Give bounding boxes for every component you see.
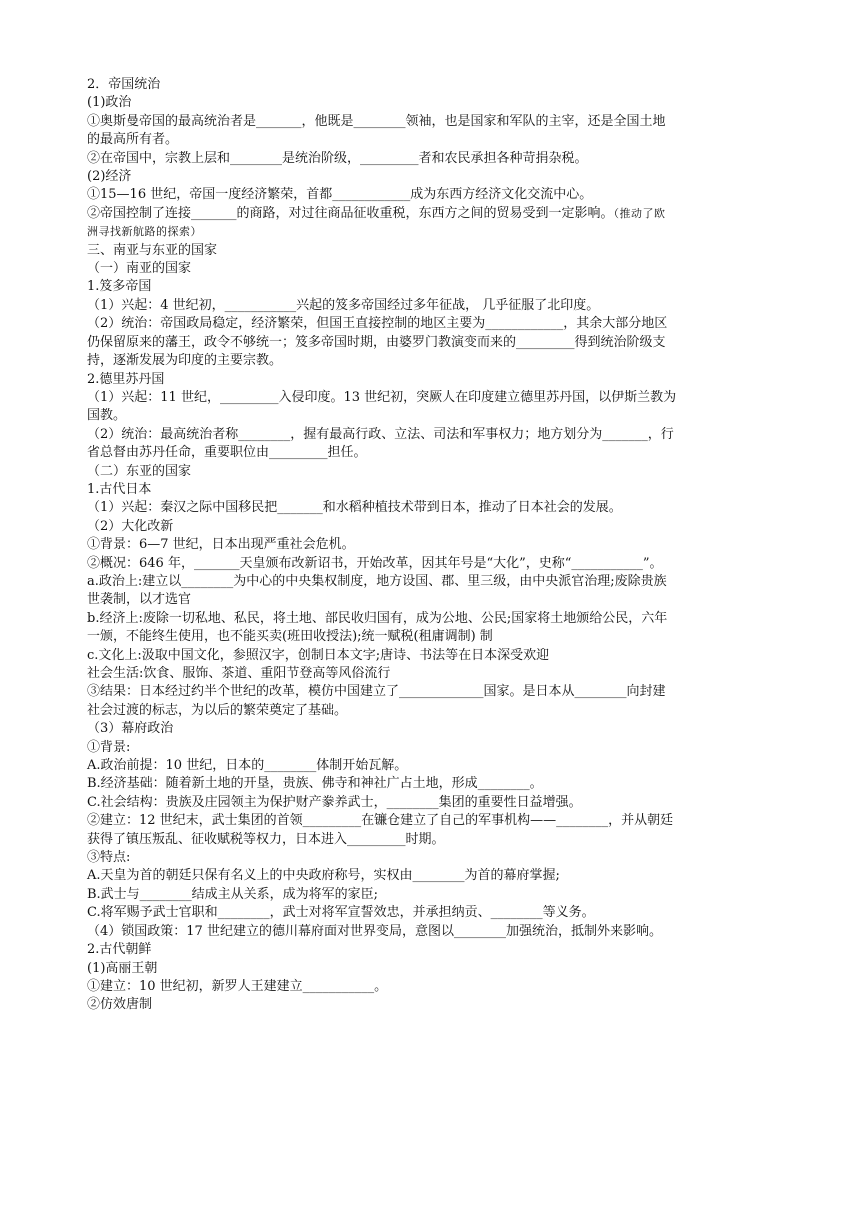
text-line: ①背景: [87,739,131,755]
text-line: （4）锁国政策：17 世纪建立的德川幕府面对世界变局，意图以________加强统治，抵制外来影响。 [87,923,662,939]
text-line: ①背景：6—7 世纪，日本出现严重社会危机。 [87,537,355,553]
text-line: c.文化上:汲取中国文化，参照汉字，创制日本文字;唐诗、书法等在日本深受欢迎 [87,647,550,663]
text-line: b.经济上:废除一切私地、私民，将土地、部民收归国有，成为公地、公民;国家将土地颁给公民，六年 [87,610,668,626]
text-line: C.社会结构：贵族及庄园领主为保护财产豢养武士，________集团的重要性日益增强。 [87,794,582,810]
text-line: ①奥斯曼帝国的最高统治者是_______，他既是________领袖，也是国家和军队的主宰，还是全国土地 [87,113,666,129]
text-line: 社会生活:饮食、服饰、茶道、重阳节登高等风俗流行 [87,666,391,681]
annotation-note: 洲寻找新航路的探索） [87,225,202,239]
text-line: 获得了镇压叛乱、征收赋税等权力，日本进入_________时期。 [87,831,445,847]
text-line: 世袭制，以才选官 [87,592,192,608]
document-body [87,76,777,1015]
text-line: ②仿效唐制 [87,997,153,1013]
topic-heading: 1.古代日本 [87,481,152,497]
text-line: 国教。 [87,408,127,424]
topic-heading: 1.笈多帝国 [87,279,152,295]
text-line: ③结果：日本经过约半个世纪的改革，模仿中国建立了_____________国家。是日本从________向封建 [87,684,666,700]
text-line: （2）统治：帝国政局稳定，经济繁荣，但国王直接控制的地区主要为____________，其余大部分地区 [87,316,668,332]
text-line: 省总督由苏丹任命，重要职位由_________担任。 [87,445,367,461]
text-line: （3）幕府政治 [87,721,174,737]
text-line: A.政治前提：10 世纪，日本的________体制开始瓦解。 [87,758,408,774]
text-line-main: ②帝国控制了连接_______的商路，对过往商品征收重税，东西方之间的贸易受到一定影响。 [87,205,614,221]
text-line: （1）兴起：4 世纪初，___________兴起的笈多帝国经过多年征战， 几乎征服了北印度。 [87,297,600,313]
text-line: C.将军赐予武士官职和________，武士对将军宣誓效忠，并承担纳贡、________等义务。 [87,905,595,921]
text-line: ①建立：10 世纪初，新罗人王建建立___________。 [87,978,388,994]
text-line: ③特点: [87,850,131,866]
section-heading: 三、南亚与东亚的国家 [87,242,218,258]
subsection-heading: （一）南亚的国家 [87,261,192,277]
text-line: （2）大化改新 [87,518,174,534]
text-line: ②在帝国中，宗教上层和________是统治阶级，_________者和农民承担各种苛捐杂税。 [87,150,588,166]
text-line: ②建立：12 世纪末，武士集团的首领_________在镰仓建立了自己的军事机构——________，并从朝廷 [87,813,674,829]
text-line: （2）统治：最高统治者称________，握有最高行政、立法、司法和军事权力；地方划分为_______，行 [87,426,674,442]
annotation-note: （推动了欧 [613,206,666,220]
text-line: A.天皇为首的朝廷只保有名义上的中央政府称号，实权由________为首的幕府掌握; [87,868,560,884]
text-line: ①15—16 世纪，帝国一度经济繁荣，首都____________成为东西方经济文化交流中心。 [87,187,593,203]
subsection-heading: (2)经济 [87,169,132,185]
subsection-heading: （二）东亚的国家 [87,463,192,479]
text-line: B.武士与________结成主从关系，成为将军的家臣; [87,886,379,902]
text-line: a.政治上:建立以________为中心的中央集权制度，地方设国、郡、里三级，由中央派官治理;废除贵族 [87,573,667,589]
text-line: ②概况：646 年，_______天皇颁布改新诏书，开始改革，因其年号是“大化”，史称“___________”。 [87,555,663,571]
text-line [87,205,777,223]
text-line: 社会过渡的标志，为以后的繁荣奠定了基础。 [87,702,348,718]
section-heading: 2．帝国统治 [87,77,161,92]
subsection-heading: (1)政治 [87,95,132,111]
text-line: （1）兴起：11 世纪，_________入侵印度。13 世纪初，突厥人在印度建立德里苏丹国，以伊斯兰教为 [87,389,677,405]
text-line: 持，逐渐发展为印度的主要宗教。 [87,353,283,369]
topic-heading: 2.古代朝鲜 [87,942,152,958]
subsection-heading: (1)高丽王朝 [87,960,158,976]
text-line: 的最高所有者。 [87,132,179,148]
text-line: （1）兴起：秦汉之际中国移民把_______和水稻种植技术带到日本，推动了日本社会的发展。 [87,500,622,516]
text-line: 仍保留原来的藩王，政令不够统一；笈多帝国时期，由婆罗门教演变而来的_________得到统治阶级支 [87,334,666,350]
topic-heading: 2.德里苏丹国 [87,371,165,387]
text-line: B.经济基础：随着新土地的开垦，贵族、佛寺和神社广占土地，形成________。 [87,776,543,792]
text-line: 一颁，不能终生使用，也不能买卖(班田收授法);统一赋税(租庸调制) 制 [87,629,493,645]
